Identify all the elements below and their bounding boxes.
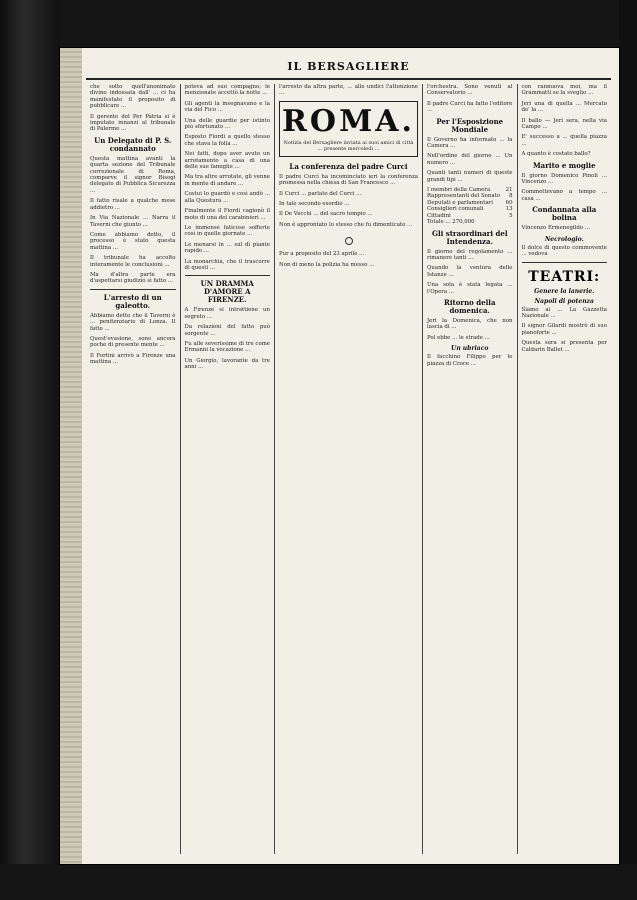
columns xyxy=(86,84,611,854)
paragraph: Il Governo ha informato ... la Camera ... xyxy=(427,136,513,150)
paragraph: Pur a proposito del 23 aprile ... xyxy=(279,251,365,258)
roma-subnote: Notizia del Bersagliere inviata ai suoi amici di città ... presente mercoledì ... xyxy=(283,139,414,152)
column-2 xyxy=(181,84,276,854)
paragraph: Il facchino Filippo per le piazza di Croce ... xyxy=(427,354,513,367)
headline-conferenza: La conferenza del padre Curci xyxy=(289,161,408,171)
list-item: Cittadini 5 xyxy=(427,212,513,219)
paragraph: Quest'evasione, sono ancora poche di presente mente ... xyxy=(90,335,176,349)
binding-gutter xyxy=(60,48,82,864)
headline-necrologio: Necrologio. xyxy=(544,235,584,243)
statistics-list xyxy=(427,187,513,219)
paragraph: Ma d'altra parte era d'aspettarsi giudizio sì fatto ... xyxy=(90,271,176,285)
paragraph: Siamo ai ... La Gazzetta Nazionale ... xyxy=(521,306,607,319)
paragraph: Il Curci ... parlato del Curci ... xyxy=(279,190,362,197)
paragraph: La monarchia, che il trascorre di questi ... xyxy=(184,258,270,271)
scan-border-bottom xyxy=(0,864,637,900)
paragraph: Una sola è stata legata ... l'Opera ... xyxy=(427,282,513,295)
list-intro: Quanti tanti numeri di queste grandi tipi ... xyxy=(427,170,513,183)
paragraph: Il tribunale ha accolto interamente le conclusioni ... xyxy=(90,255,176,268)
column-4 xyxy=(423,84,518,854)
paragraph: Le menarsi in ... sul dì piante rapido ... xyxy=(184,241,270,255)
column-3 xyxy=(275,84,423,854)
paragraph: Il padre Curci ha fatto l'editore ... xyxy=(427,100,513,114)
paragraph: Le immense faticose sofferte così in quelle giornate ... xyxy=(184,224,270,238)
paragraph: Il De Vecchi ... del sacro tempio ... xyxy=(279,211,373,218)
paragraph: Jeri una di quella ... Mercato de' la ... xyxy=(521,100,607,114)
paragraph: Non di meno la polizia ha messo ... xyxy=(279,261,375,268)
paragraph: Quando la ventura delle Istanze ... xyxy=(427,265,513,278)
roma-section-box xyxy=(279,101,418,157)
scan-border-top xyxy=(0,0,637,48)
column-5 xyxy=(518,84,612,854)
paragraph: Finalmente il Fiordi cagionò il moto di una dei carabinieri ... xyxy=(184,208,270,221)
paragraph: l'arresto da altra parte, ... alle undici l'attenzione ... xyxy=(279,84,418,97)
scan-border-left xyxy=(0,0,60,900)
paragraph: Come abbiamo detto, il processo è stato questa mattina ... xyxy=(90,231,176,251)
list-item: Rappresentanti del Senato 8 xyxy=(427,193,513,200)
paragraph: Esposto Fiordi a quello stesso che stava la folla ... xyxy=(184,134,270,147)
paragraph: Costui lo guardò e così andò ... alla Questura ... xyxy=(184,191,270,204)
paragraph: Vincenzo Ermenegildo ... xyxy=(521,225,590,232)
paragraph: Fu alle severissime di tre come Ermanni la vocazione ... xyxy=(184,340,270,354)
paragraph: Il giorno Domenico Pinoli ... Vincenzo ... xyxy=(521,172,607,186)
subheading-napoli: Napoli di potenza xyxy=(534,297,594,305)
paragraph: Il fatto risale a qualche mese addietro ... xyxy=(90,198,176,211)
paragraph: Questa mattina avanti la quarta sezione del Tribunale correzionale di Roma, comparve il signor Bisogi delegato di Pubblica Sicurezza ... xyxy=(90,155,176,194)
paragraph: Il gerente del Per Patria si è imputato innanzi al tribunale di Palermo ... xyxy=(90,113,176,133)
paragraph: E' successo a ... quella piazza ... xyxy=(521,134,607,147)
list-item: Deputati e parlamentari 60 xyxy=(427,199,513,206)
subheading-genere: Genere la lanerie. xyxy=(534,287,595,295)
paragraph: A Firenze si intrattiene un segreto ... xyxy=(184,307,270,320)
headline-ubriaco: Un ubriaco xyxy=(451,345,489,353)
paragraph: con rannuova moi, ma il Grammatti se la sveglio ... xyxy=(521,84,607,97)
list-total: Totale ... 270,000 xyxy=(427,219,475,226)
scan-border-right xyxy=(619,0,637,900)
paragraph: In Via Nazionale ... Narra il Taverni che giunto ... xyxy=(90,215,176,228)
paragraph: Il dolce di questo commovente ... vedova xyxy=(521,244,607,258)
paragraph: poteva ad suo compagno; le menzionate accettò la notte ... xyxy=(184,84,270,97)
paragraph: Da relazioni del fatto può sorgente ... xyxy=(184,324,270,337)
paragraph: Il ballo — Jeri sera, nella via Campo ... xyxy=(521,117,607,131)
paragraph: A quanto è costato ballo? xyxy=(521,151,591,158)
paragraph: Nell'ordine del giorno ... Un numero ... xyxy=(427,153,513,166)
divider xyxy=(90,289,176,290)
paragraph: Abbiamo detto che il Taverni è ... penitenziario di Lonza. Il fatto ... xyxy=(90,312,176,332)
paragraph: Non è approntato lo stesso che fu dimenticato ... xyxy=(279,221,413,228)
divider xyxy=(522,262,608,263)
divider xyxy=(185,275,271,276)
paragraph: che sotto quell'anonimato divino indossata dall' ... ci ha manifestato il proposito di pubblicare ... xyxy=(90,84,176,110)
paragraph: Il giorno del regolamento ... rimanere tanti ... xyxy=(427,248,513,261)
headline-condannata: Condannata alla bolina xyxy=(532,205,597,223)
paragraph: Commettevano a tempo ... casa ... xyxy=(521,189,607,202)
paragraph: Il Fortini arrivò a Firenze una mattina ... xyxy=(90,352,176,366)
section-title-roma: ROMA. xyxy=(282,103,415,139)
masthead: IL BERSAGLIERE xyxy=(287,60,410,73)
column-1 xyxy=(86,84,181,854)
paragraph: Gli agenti la insegnavano e la via del Fico ... xyxy=(184,100,270,114)
section-title-teatri: TEATRI: xyxy=(528,268,601,285)
headline-galeotto: L'arresto di un galeotto. xyxy=(103,292,162,310)
headline-marito: Marito e moglie xyxy=(532,160,596,170)
paragraph: In tale secondo esordio ... xyxy=(279,201,350,208)
paragraph: Pol ebbe ... le strade ... xyxy=(427,334,490,341)
list-item: Consiglieri comunali 13 xyxy=(427,206,513,213)
headline-delegato: Un Delegato di P. S. condannato xyxy=(94,135,172,153)
headline-straordinari: Gli straordinari del Intendenza. xyxy=(432,228,508,246)
paragraph: Ma tra altre arrotate, gli venne in mente di andare ... xyxy=(184,174,270,187)
paragraph: Questa sera si presenta per Caldarin Ballet ... xyxy=(521,340,607,353)
paragraph: Jeri la Domenica, che non lascia di ... xyxy=(427,317,513,331)
headline-dramma: UN DRAMMA D'AMORE A FIRENZE. xyxy=(200,279,254,305)
list-item: I membri della Camera 21 xyxy=(427,187,513,194)
paragraph: Il signor Gilardi mostrò di suo pianoforte ... xyxy=(521,323,607,336)
paragraph: Il padre Curci ha incominciato ieri la conferenza promessa nella chiesa di San Francesco ... xyxy=(279,173,418,187)
paragraph: Una delle guardie per istinto più sfortunato ... xyxy=(184,117,270,131)
paragraph: Un Giorgio, lavorante da tre anni ... xyxy=(184,357,270,371)
newspaper-page xyxy=(60,48,619,864)
headline-ritorno: Ritorno della domenica. xyxy=(444,297,496,315)
paragraph: Nei fatti, dopo aver avuto un arrotamento a casa di una delle sue famiglie ... xyxy=(184,151,270,171)
separator-mark-icon xyxy=(345,237,353,245)
paragraph: l'orchestra. Sono venuti al Conservatorio ... xyxy=(427,84,513,97)
headline-esposizione: Per l'Esposizione Mondiale xyxy=(436,116,504,134)
page-header xyxy=(86,56,611,80)
